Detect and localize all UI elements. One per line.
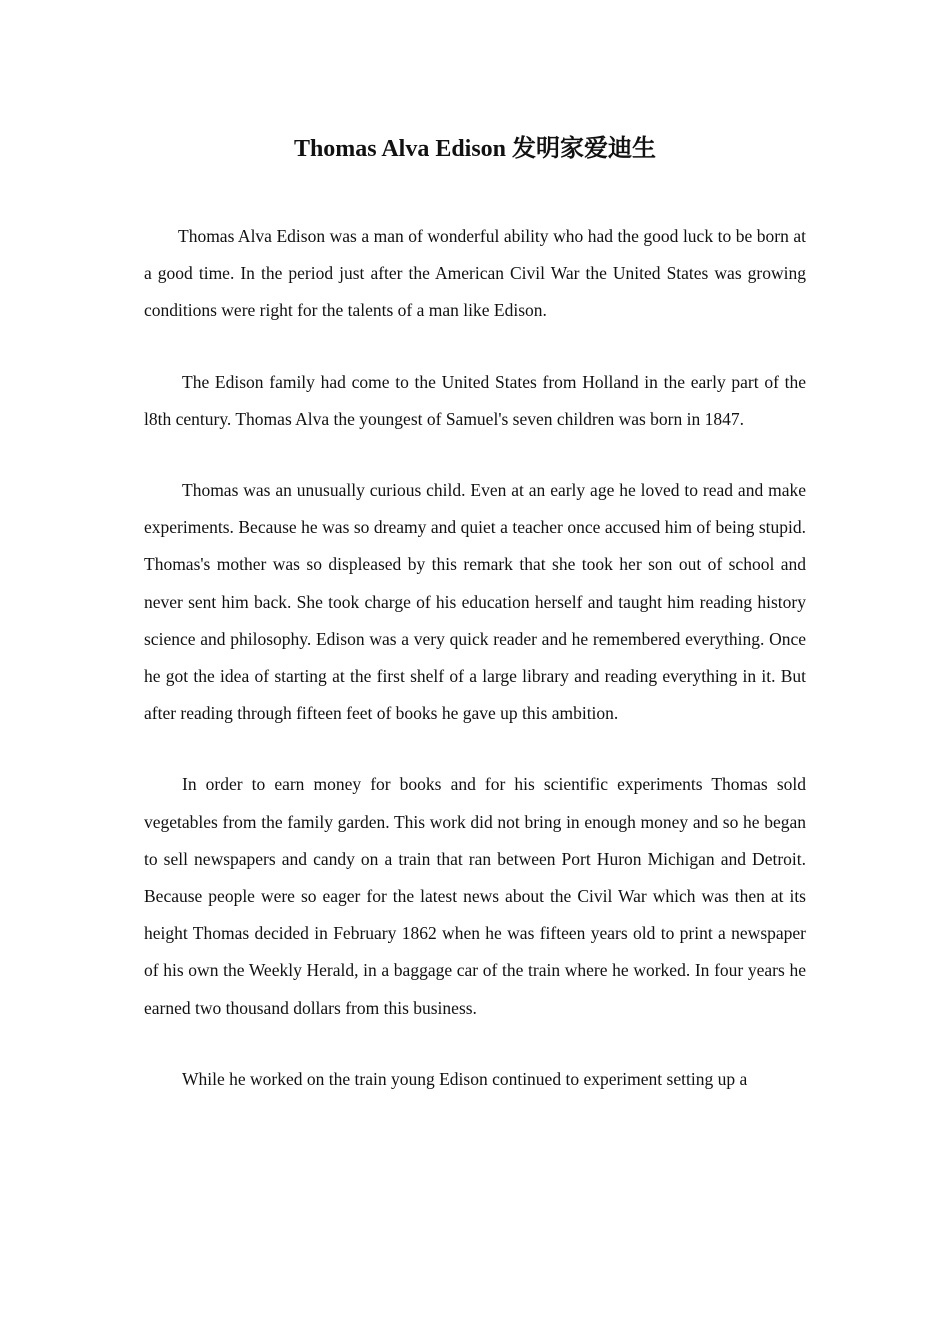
document-body <box>144 218 806 1132</box>
paragraph-4: In order to earn money for books and for his scientific experiments Thomas sold vegetables from the family garden. This work did not bring in enough money and so he began to sell newspapers and candy on a train that ran between Port Huron Michigan and Detroit. Because people were so eager for the latest news about the Civil War which was then at its height Thomas decided in February 1862 when he was fifteen years old to print a newspaper of his own the Weekly Herald, in a baggage car of the train where he worked. In four years he earned two thousand dollars from this business. <box>144 774 806 1018</box>
paragraph-3: Thomas was an unusually curious child. Even at an early age he loved to read and make experiments. Because he was so dreamy and quiet a teacher once accused him of being stupid. Thomas's mother was so displeased by this remark that she took her son out of school and never sent him back. She took charge of his education herself and taught him reading history science and philosophy. Edison was a very quick reader and he remembered everything. Once he got the idea of starting at the first shelf of a large library and reading everything in it. But after reading through fifteen feet of books he gave up this ambition. <box>144 480 806 724</box>
paragraph-5: While he worked on the train young Edison continued to experiment setting up a <box>182 1068 748 1089</box>
document-title: Thomas Alva Edison 发明家爱迪生 <box>293 136 657 162</box>
paragraph-1: Thomas Alva Edison was a man of wonderful ability who had the good luck to be born at a good time. In the period just after the American Civil War the United States was growing conditions were right for the talents of a man like Edison. <box>144 226 806 321</box>
paragraph-2: The Edison family had come to the United States from Holland in the early part of the l8th century. Thomas Alva the youngest of Samuel's seven children was born in 1847. <box>144 371 806 429</box>
